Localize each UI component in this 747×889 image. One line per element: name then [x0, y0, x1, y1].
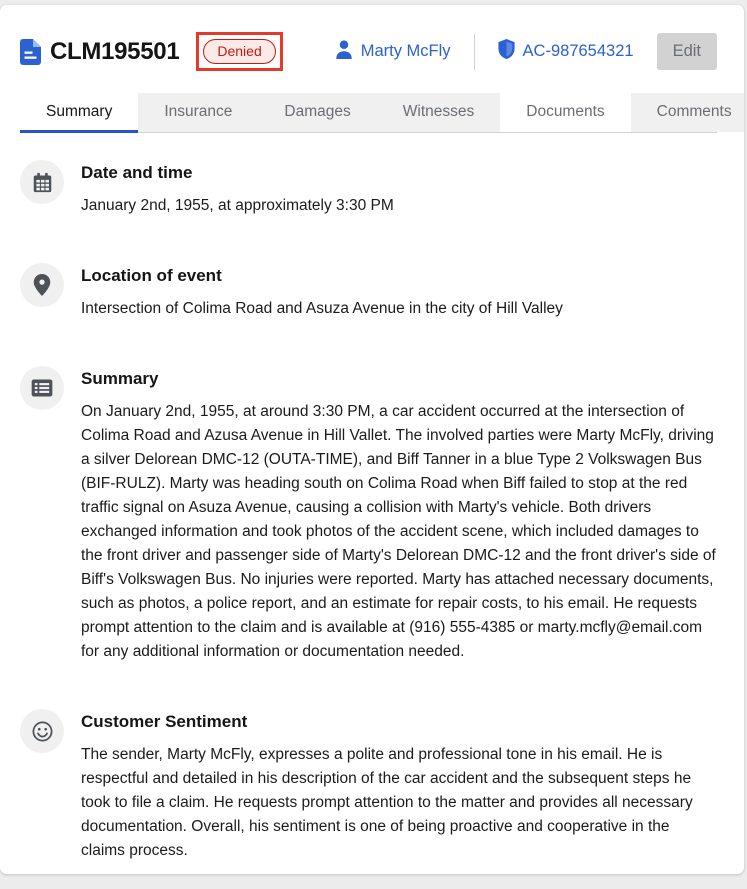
calendar-icon	[20, 160, 64, 204]
section-summary	[20, 366, 717, 664]
summary-list-icon	[20, 366, 64, 410]
claimant-name: Marty McFly	[360, 42, 451, 60]
section-title: Customer Sentiment	[81, 712, 248, 731]
status-highlight-box	[196, 32, 282, 71]
tab-comments[interactable]: Comments	[631, 93, 744, 132]
tab-documents[interactable]: Documents	[526, 103, 605, 120]
tab-insurance[interactable]: Insurance	[138, 93, 258, 132]
section-body: The sender, Marty McFly, expresses a polite and professional tone in his email. He is respectful and detailed in his description of the car accident and the subsequent steps he took to file a claim. He requests prompt attention to the matter and provides all necessary documentation. Overall, his sentiment is one of being proactive and cooperative in the claims process.	[81, 746, 693, 859]
tab-summary[interactable]: Summary	[20, 93, 138, 132]
claim-header	[0, 5, 744, 71]
summary-tab-content	[0, 133, 744, 863]
shield-icon	[498, 39, 515, 64]
section-title: Date and time	[81, 163, 193, 182]
header-divider	[474, 34, 475, 70]
section-location	[20, 263, 717, 321]
section-sentiment	[20, 709, 717, 863]
tab-witnesses[interactable]: Witnesses	[377, 93, 501, 132]
document-icon	[20, 39, 41, 65]
section-title: Location of event	[81, 266, 222, 285]
claimant-link[interactable]	[335, 40, 451, 64]
edit-button[interactable]: Edit	[657, 33, 717, 70]
header-actions	[335, 33, 717, 70]
smiley-face-icon	[20, 709, 64, 753]
policy-number: AC-987654321	[522, 42, 634, 60]
claim-detail-card	[0, 5, 744, 874]
status-badge: Denied	[203, 39, 275, 64]
section-body: On January 2nd, 1955, at around 3:30 PM, a car accident occurred at the intersection of Colima Road and Azusa Avenue in Hill Vallet. The involved parties were Marty McFly, driving a silver Delorean DMC-12 (OUTA-TIME), and Biff Tanner in a blue Type 2 Volkswagen Bus (BIF-RULZ). Marty was heading south on Colima Road when Biff failed to stop at the red traffic signal on Asuza Avenue, causing a collision with Marty's vehicle. Both drivers exchanged information and took photos of the accident scene, which included damages to the front driver and passenger side of Marty's Delorean DMC-12 and the front driver's side of Biff's Volkswagen Bus. No injuries were reported. Marty has attached necessary documents, such as photos, a police report, and an estimate for repair costs, to his email. He requests prompt attention to the claim and is available at (916) 555-4385 or marty.mcfly@email.com for any additional information or documentation needed.	[81, 403, 716, 660]
tab-damages[interactable]: Damages	[258, 93, 376, 132]
section-body: Intersection of Colima Road and Asuza Avenue in the city of Hill Valley	[81, 300, 563, 317]
claim-title-group	[20, 38, 179, 66]
section-date-time	[20, 160, 717, 218]
section-body: January 2nd, 1955, at approximately 3:30 PM	[81, 197, 394, 214]
section-title: Summary	[81, 369, 159, 388]
claim-tabs	[20, 93, 732, 133]
policy-link[interactable]	[498, 39, 634, 64]
location-pin-icon	[20, 263, 64, 307]
person-icon	[335, 40, 353, 64]
claim-id-title: CLM195501	[50, 37, 180, 65]
